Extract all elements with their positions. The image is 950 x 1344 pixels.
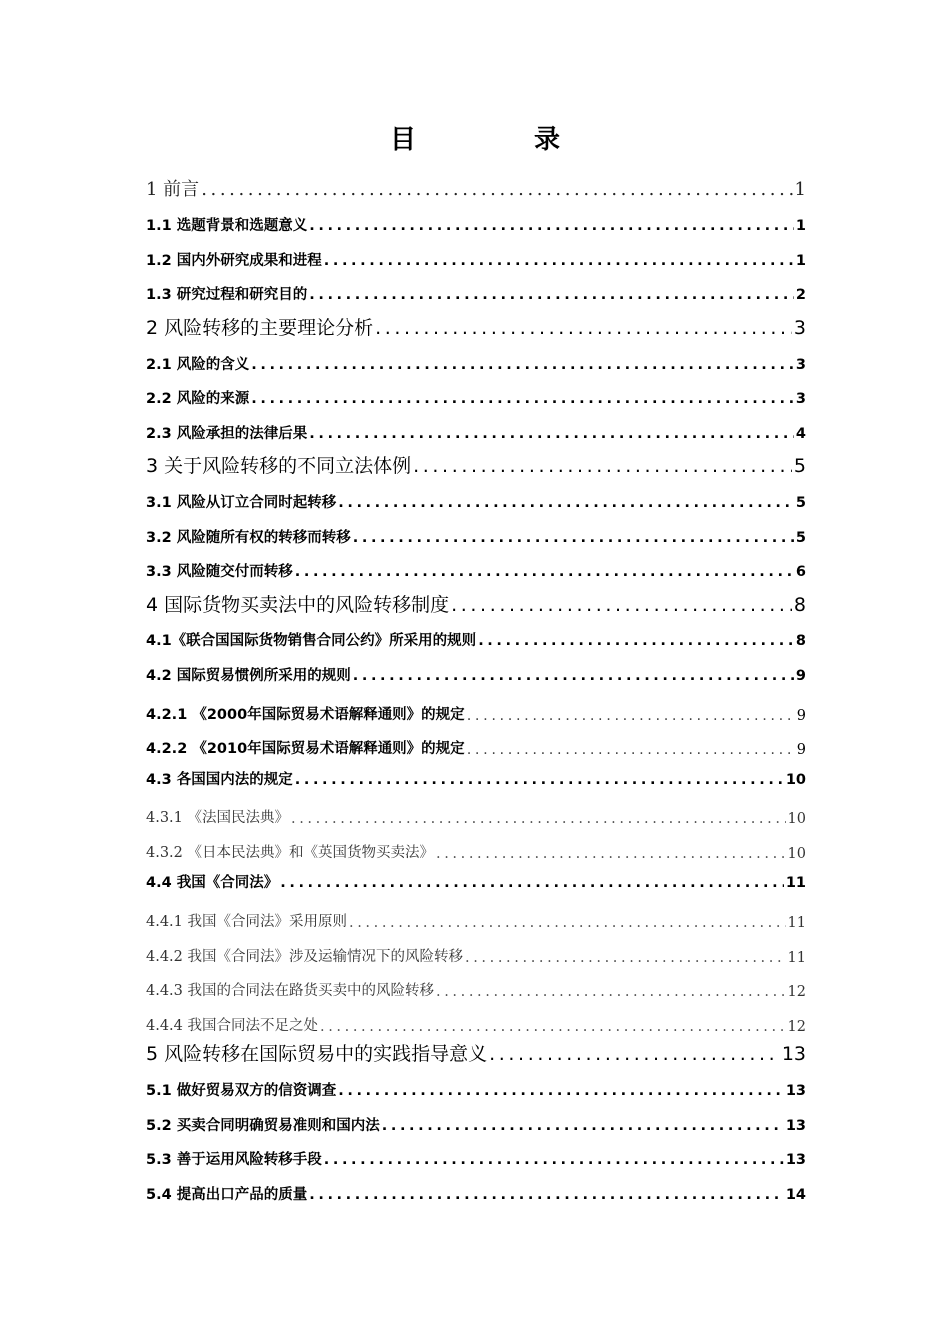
toc-dot-leader [309, 421, 794, 447]
toc-entry-page-number: 12 [787, 984, 806, 1001]
toc-entry[interactable] [146, 308, 806, 343]
toc-dot-leader [465, 950, 786, 966]
toc-entry[interactable] [146, 1139, 806, 1174]
toc-entry[interactable] [146, 412, 806, 447]
toc-entry-label: 4.2.2 《2010年国际贸易术语解释通则》的规定 [146, 741, 465, 758]
toc-dot-leader [382, 1113, 784, 1139]
toc-entry-label: 5 风险转移在国际贸易中的实践指导意义 [146, 1043, 488, 1066]
toc-dot-leader [436, 846, 786, 862]
toc-entry-label: 4 国际货物买卖法中的风险转移制度 [146, 593, 450, 616]
toc-entry[interactable] [146, 966, 806, 1001]
toc-entry-label: 1.1 选题背景和选题意义 [146, 218, 308, 235]
toc-dot-leader [489, 1039, 780, 1069]
toc-entry[interactable] [146, 447, 806, 482]
toc-dot-leader [413, 451, 792, 481]
toc-entry-page-number: 11 [787, 949, 806, 966]
toc-entry-page-number: 4 [795, 425, 806, 442]
toc-entry-page-number: 5 [795, 529, 806, 546]
toc-entry-page-number: 13 [785, 1152, 806, 1169]
toc-dot-leader [295, 767, 784, 793]
toc-entry[interactable] [146, 378, 806, 413]
toc-entry[interactable] [146, 481, 806, 516]
toc-entry-label: 1 前言 [146, 178, 200, 200]
toc-dot-leader [375, 313, 792, 343]
toc-dot-leader [309, 213, 794, 239]
toc-dot-leader [280, 870, 784, 896]
toc-entry[interactable] [146, 239, 806, 274]
toc-dot-leader [295, 559, 794, 585]
toc-entry[interactable] [146, 896, 806, 931]
toc-entry-label: 4.4.4 我国合同法不足之处 [146, 1017, 319, 1034]
toc-entry[interactable] [146, 620, 806, 655]
toc-entry-page-number: 10 [787, 845, 806, 862]
toc-entry-page-number: 10 [787, 811, 806, 828]
toc-title: 目 录 [389, 125, 606, 155]
toc-entry-label: 5.3 善于运用风险转移手段 [146, 1152, 322, 1169]
toc-dot-leader [338, 490, 794, 516]
toc-entry-label: 5.4 提高出口产品的质量 [146, 1186, 308, 1203]
toc-entry-page-number: 1 [795, 252, 806, 269]
toc-entry[interactable] [146, 931, 806, 966]
toc-entry-page-number: 8 [795, 633, 806, 650]
toc-entry[interactable] [146, 1035, 806, 1070]
toc-entry[interactable] [146, 1104, 806, 1139]
toc-entry-label: 1.3 研究过程和研究目的 [146, 287, 308, 304]
toc-entry-page-number: 11 [787, 915, 806, 932]
toc-entry-page-number: 9 [796, 707, 806, 724]
toc-entry[interactable] [146, 654, 806, 689]
toc-entry-page-number: 10 [785, 771, 806, 788]
toc-entry-page-number: 11 [785, 875, 806, 892]
toc-dot-leader [324, 248, 794, 274]
toc-entry-label: 2.1 风险的含义 [146, 356, 250, 373]
toc-dot-leader [251, 352, 794, 378]
toc-entry-page-number: 3 [795, 356, 806, 373]
toc-entry-label: 3 关于风险转移的不同立法体例 [146, 455, 412, 478]
toc-entry[interactable] [146, 724, 806, 759]
toc-entry-label: 3.1 风险从订立合同时起转移 [146, 494, 337, 511]
toc-entry[interactable] [146, 551, 806, 586]
toc-dot-leader [201, 175, 792, 205]
toc-entry-label: 4.4.1 我国《合同法》采用原则 [146, 914, 348, 931]
toc-dot-leader [467, 742, 795, 758]
toc-entry[interactable] [146, 343, 806, 378]
toc-entry-label: 3.3 风险随交付而转移 [146, 564, 293, 581]
toc-entry-label: 4.1《联合国国际货物销售合同公约》所采用的规则 [146, 633, 477, 650]
toc-entry-label: 4.3.2 《日本民法典》和《英国货物买卖法》 [146, 844, 435, 861]
toc-entry[interactable] [146, 516, 806, 551]
toc-dot-leader [349, 915, 786, 931]
toc-entry-page-number: 3 [795, 391, 806, 408]
toc-entry-label: 4.2 国际贸易惯例所采用的规则 [146, 667, 351, 684]
toc-dot-leader [291, 811, 786, 827]
toc-entry[interactable] [146, 205, 806, 240]
toc-dot-leader [320, 1019, 786, 1035]
toc-entry-label: 4.4.2 我国《合同法》涉及运输情况下的风险转移 [146, 948, 464, 965]
toc-entry-page-number: 9 [795, 667, 806, 684]
toc-entry[interactable] [146, 170, 806, 205]
toc-entry-page-number: 1 [794, 178, 806, 200]
toc-entry-page-number: 5 [793, 455, 806, 478]
toc-entry[interactable] [146, 862, 806, 897]
toc-entry-label: 2.3 风险承担的法律后果 [146, 425, 308, 442]
toc-dot-leader [451, 590, 792, 620]
toc-dot-leader [353, 525, 794, 551]
toc-entry-page-number: 13 [785, 1083, 806, 1100]
toc-entry-page-number: 9 [796, 742, 806, 759]
toc-entry-page-number: 2 [795, 287, 806, 304]
toc-entry[interactable] [146, 1000, 806, 1035]
toc-dot-leader [251, 386, 794, 412]
toc-entry-page-number: 3 [793, 316, 806, 339]
toc-entry-label: 1.2 国内外研究成果和进程 [146, 252, 322, 269]
toc-entry-label: 2 风险转移的主要理论分析 [146, 316, 374, 339]
toc-entry[interactable] [146, 585, 806, 620]
toc-entry-label: 4.4.3 我国的合同法在路货买卖中的风险转移 [146, 983, 435, 1000]
toc-dot-leader [338, 1078, 784, 1104]
toc-entry-page-number: 13 [781, 1043, 806, 1066]
toc-entry-page-number: 5 [795, 494, 806, 511]
toc-dot-leader [478, 628, 794, 654]
toc-entry-page-number: 12 [787, 1018, 806, 1035]
toc-dot-leader [309, 282, 794, 308]
toc-entry-label: 4.3.1 《法国民法典》 [146, 810, 290, 827]
toc-list [146, 170, 806, 1208]
toc-entry[interactable] [146, 827, 806, 862]
toc-entry[interactable] [146, 1173, 806, 1208]
toc-entry[interactable] [146, 274, 806, 309]
toc-entry-page-number: 1 [795, 218, 806, 235]
toc-dot-leader [353, 663, 794, 689]
toc-entry-label: 4.2.1 《2000年国际贸易术语解释通则》的规定 [146, 706, 465, 723]
toc-entry[interactable] [146, 1069, 806, 1104]
toc-entry-page-number: 8 [793, 593, 806, 616]
toc-dot-leader [309, 1182, 784, 1208]
toc-entry-label: 3.2 风险随所有权的转移而转移 [146, 529, 351, 546]
toc-entry-label: 4.3 各国国内法的规定 [146, 771, 293, 788]
toc-entry-label: 2.2 风险的来源 [146, 391, 250, 408]
toc-dot-leader [436, 984, 786, 1000]
toc-entry[interactable] [146, 689, 806, 724]
toc-entry-page-number: 6 [795, 564, 806, 581]
toc-entry[interactable] [146, 793, 806, 828]
toc-entry-page-number: 14 [785, 1186, 806, 1203]
toc-entry-page-number: 13 [785, 1117, 806, 1134]
toc-entry-label: 4.4 我国《合同法》 [146, 875, 279, 892]
toc-entry-label: 5.2 买卖合同明确贸易准则和国内法 [146, 1117, 380, 1134]
toc-entry[interactable] [146, 758, 806, 793]
toc-entry-label: 5.1 做好贸易双方的信资调查 [146, 1083, 337, 1100]
toc-dot-leader [324, 1147, 784, 1173]
toc-dot-leader [467, 708, 795, 724]
